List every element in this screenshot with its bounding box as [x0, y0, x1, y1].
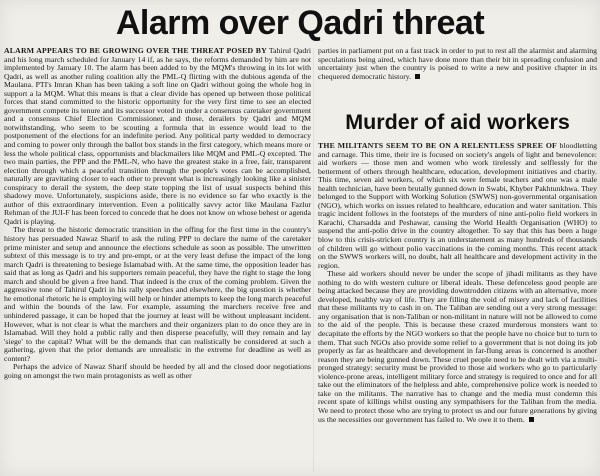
column-gutter [313, 48, 314, 472]
aid-workers-paragraph-1 [318, 142, 597, 270]
continuation-text: parties in parliament put on a fast track in order to put to rest all the alarmist and alarming speculations being aired, which have done more than their bit in spreading confusion and uncertainty just when the country is poised to write a new and positive chapter in its chequered democratic history. [318, 47, 597, 81]
article-end-mark [529, 417, 534, 422]
main-article-text-1: Tahirul Qadri and his long march scheduled for January 14 if, as he says, the reforms demanded by him are not implemented by January 10. The alarm has been added to by the MQM's throwing in its lot with Qadri, as well as another ruling coalition ally the PML-Q flirting with the dubious agenda of the Maulana. PTI's Imran Khan has been taking a soft line on Qadri without going the whole hog in support a la MQM. What this means is that a clear divide has opened up between those political forces that stand committed to the historic opportunity for the very first time to see an elected government compete its tenure and its successor voted in under a consensus caretaker government and a consensus Chief Election Commissioner, and those, derailers by Qadri and MQM notwithstanding, who seem to be scouting a formula that in essence would lead to the postponement of the elections for an indefinite period. Any political party wedded to democracy and coming to power only through the ballot box stands in the first category, which means more or less the whole political class, opportunists and blackmailers like MQM and PML-Q excepted. The two main parties, the PPP and the PML-N, who have the greatest stake in a free, fair, transparent election through which a peaceful transition through the people's votes can be accomplished, naturally are gravitating closer to each other to prevent what is increasingly looking like a sinister conspiracy to derail the system, the deep state topping the list of usual suspects behind this shadowy move. Unfortunately, suspicions aside, there is no evidence so far who exactly is the author of this extraordinary intervention. Even a politically savvy actor like Maulana Fazlur Rehman of the JUI-F has been forced to concede that he does not know on whose behest or agenda Qadri is playing. [4, 47, 311, 226]
main-article-paragraph-1 [4, 47, 311, 226]
aid-workers-lead: THE MILITANTS SEEM TO BE ON A RELENTLESS SPREE OF [318, 142, 557, 150]
main-article-continuation [318, 47, 597, 104]
aid-workers-article-column [318, 142, 597, 472]
main-article-paragraph-2: The threat to the historic democratic transition in the offing for the first time in the country's history has persuaded Nawaz Sharif to ask the ruling PPP to declare the name of the caretaker prime minister and setup and announce the elections schedule as soon as possible. The unwritten subtext of this message is to try and pre-empt, or at the very least defuse the impact of the long march Qadri is threatening to besiege Islamabad with. At the same time, the opposition leader has said that as long as Qadri and his supporters remain peaceful, they have the right to stage the long march and should be given a free hand. That indeed is the crux of the coming problem. Given the aggressive tone of Tahirul Qadri in his rally speeches and elsewhere, the big question is whether he emotional rhetoric he is employing will help or hinder attempts to keep the long march peaceful and within the bounds of the law. For example, assuming the marchers receive free and unhindered passage, it can be hoped that the journey at least will be without unpleasant incident. However, what is not clear is what the marchers and their organizers plan to do once they are in Islamabad. Will they hold a public rally and then disperse peacefully, will they remain and lay 'siege' to the capital? What will be the demands that can realistically be considered at such a gathering, given that the prior demands are unrealistic in the extreme for deadline as well as content? [4, 225, 311, 363]
aid-workers-paragraph-2 [318, 270, 597, 424]
main-article-paragraph-3 [4, 363, 311, 380]
main-article-continuation-text [318, 47, 597, 81]
main-headline: Alarm over Qadri threat [115, 4, 485, 42]
aid-workers-text-2: These aid workers should never be under the scope of jihadi militants as they have nothing to do with western culture or liberal ideals. These defenceless good people are being attacked because they are providing downtrodden citizens with an alternative, more developed, healthy way of life. They are filling the void of misery and lack of facilities that these militants try to cash in on. The Taliban are sending out a very strong message: any organisation that is non-Taliban or non-militant in nature will not be allowed to come to the aid of the people. This is because these crazed murderous monsters want to decapitate the efforts by the NGO workers so that the people have no choice but to turn to them. That such NGOs also provide some relief to a government that is not doing its job properly as far as healthcare and development in far-flung areas is concerned is another reason they are being gunned down. These cruel people need to be dealt with via a multi-pronged strategy: security must be provided to those aid workers who go to particularly violence-prone areas, intelligent military force and strategy is required to once and for all take out the eliminators of the helpless and able, comprehensive police work is needed to take on the militants. The narrative has to change and the media must condemn this recent spate of killings whilst ousting any sympathisers for the Taliban from the media. We need to protect those who are trying to protect us and our future generations by giving us the necessities our government has failed to. We owe it to them. [318, 269, 597, 424]
aid-workers-headline: Murder of aid workers [345, 110, 570, 134]
main-article-column [4, 47, 311, 473]
main-article-lead: ALARM APPEARS TO BE GROWING OVER THE THREAT POSED BY [4, 47, 267, 55]
article-end-mark [415, 74, 420, 79]
main-article-text-3: Perhaps the advice of Nawaz Sharif should be heeded by all and the closed door negotiations going on amongst the two main protagonists as well as other [4, 362, 311, 380]
aid-workers-text-1: bloodletting and carnage. This time, their ire is focused on society's angels of light and benevolence: aid workers — those men and women who work tirelessly and selflessly for the betterment of others through healthcare, education, development initiatives and charity. This time, seven aid workers, of which six were female teachers and one was a male health technician, have been brutally gunned down in Swabi, Khyber Pakhtunkhwa. They belonged to the Support with Working Solution (SWWS) non-governmental organisation (NGO), which works on issues related to healthcare, education and water sanitation. This tragic incident follows in the footsteps of the murders of nine anti-polio field workers in Karachi, Charsadda and Peshawar, causing the World Health Organisation (WHO) to suspend the anti-polio drive in the country altogether. To say that this has been a huge blow to this crisis-stricken country is an understatement as many hundreds of thousands of children will go without polio vaccinations in the coming months. This recent attack on the SWWS workers will, no doubt, halt all healthcare and development activity in the region. [318, 142, 597, 270]
